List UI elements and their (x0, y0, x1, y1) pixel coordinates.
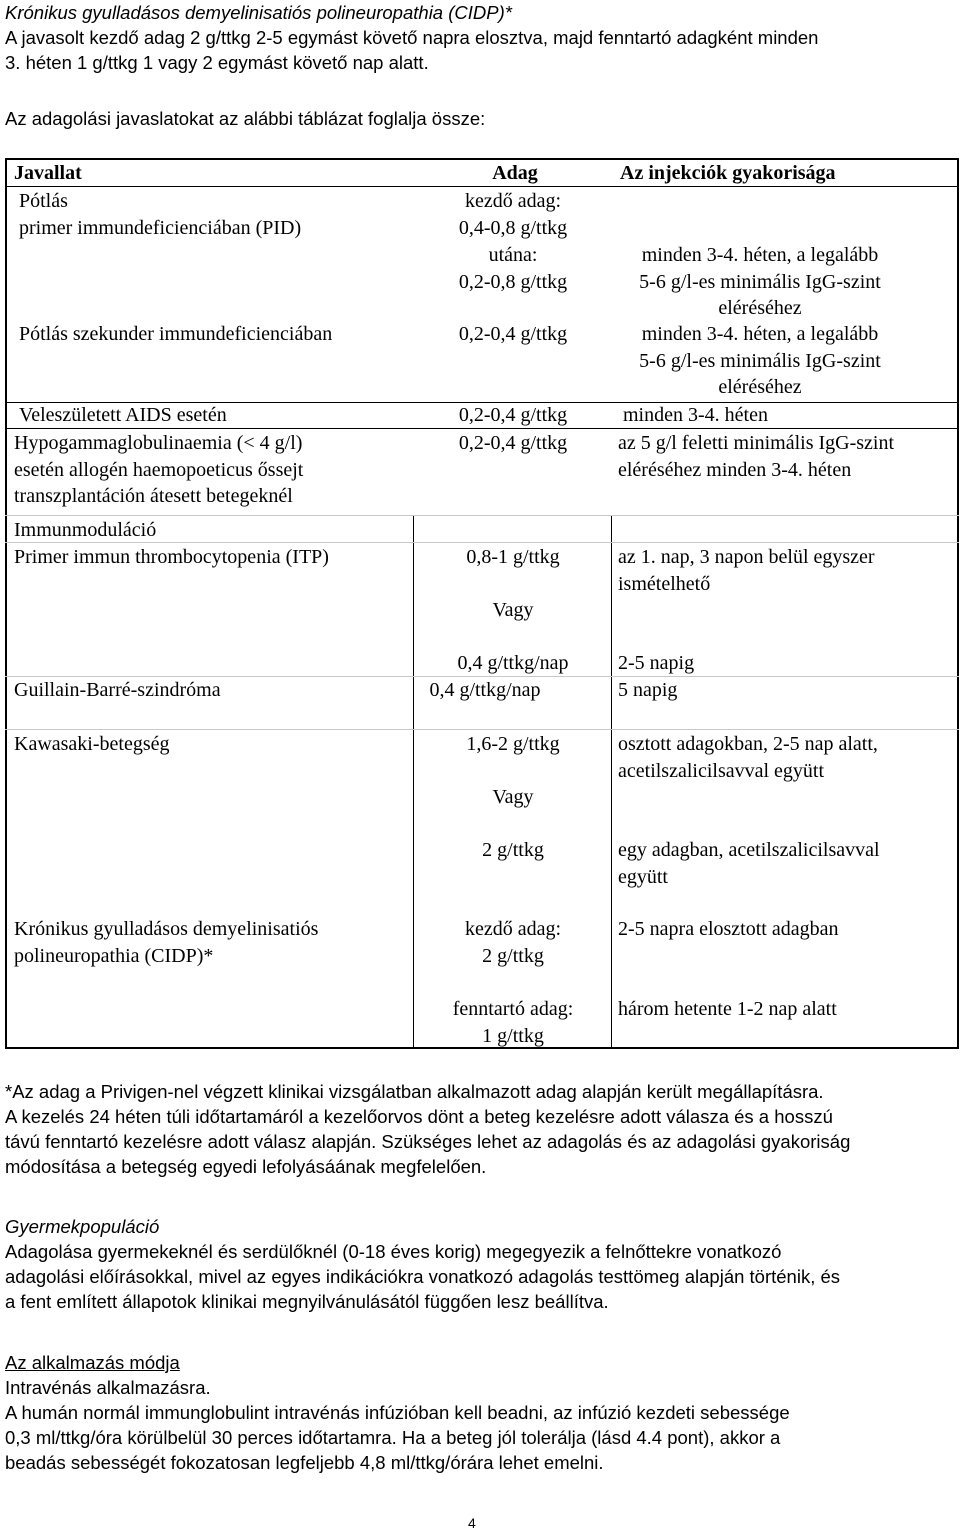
row-cidp-dose-maintenance: fenntartó adag: 1 g/ttkg (452, 998, 574, 1047)
row-aids-frequency: minden 3-4. héten (623, 404, 768, 426)
row-cidp-indication: Krónikus gyulladásos demyelinisatiós polineuropathia (CIDP)* (14, 918, 319, 967)
row-pid-dose-after: utána: 0,2-0,8 g/ttkg (458, 244, 568, 293)
row-itp-frequency-1: az 1. nap, 3 napon belül egyszer ismételhető (618, 546, 875, 595)
row-pid-indication: Pótlás primer immundeficienciában (PID) (19, 190, 302, 239)
footnote-line: A kezelés 24 héten túli időtartamáról a kezelőorvos dönt a beteg kezelésre adott válasza és a hosszú (5, 1106, 833, 1127)
row-cidp-frequency-1: 2-5 napra elosztott adagban (618, 918, 839, 940)
intro-section (5, 0, 955, 75)
administration-section (5, 1350, 955, 1475)
row-gbs-indication: Guillain-Barré-szindróma (14, 679, 221, 701)
pediatric-heading: Gyermekpopuláció (5, 1216, 160, 1237)
intro-line: 3. héten 1 g/ttkg 1 vagy 2 egymást követő nap alatt. (5, 52, 429, 73)
administration-line: Intravénás alkalmazásra. (5, 1377, 211, 1398)
row-cidp-frequency-2: három hetente 1-2 nap alatt (618, 998, 837, 1020)
administration-line: beadás sebességét fokozatosan legfeljebb 4,8 ml/ttkg/órára lehet emelni. (5, 1452, 604, 1473)
header-dose: Adag (492, 162, 538, 184)
row-kawasaki-indication: Kawasaki-betegség (14, 733, 170, 755)
row-itp-dose-2: 0,4 g/ttkg/nap (457, 652, 569, 674)
row-cidp-dose-initial: kezdő adag: 2 g/ttkg (464, 918, 562, 967)
row-itp-indication: Primer immun thrombocytopenia (ITP) (14, 546, 329, 568)
immunomodulation-heading: Immunmoduláció (14, 519, 157, 541)
pediatric-line: adagolási előírásokkal, mivel az egyes indikációkra vonatkozó adagolás testtömeg alapján történik, és (5, 1266, 841, 1287)
row-kawasaki-frequency-1: osztott adagokban, 2-5 nap alatt, acetilszalicilsavval együtt (618, 733, 878, 782)
row-gbs-dose: 0,4 g/ttkg/nap (429, 679, 541, 701)
footnote-line: távú fenntartó kezelésre adott válasz alapján. Szükséges lehet az adagolás és az adagolási gyakoriság (5, 1131, 851, 1152)
table-intro-text: Az adagolási javaslatokat az alábbi táblázat foglalja össze: (5, 108, 486, 129)
row-itp-dose-1: 0,8-1 g/ttkg (466, 546, 560, 568)
row-pid-frequency: minden 3-4. héten, a legalább 5-6 g/l-es minimális IgG-szint eléréséhez (639, 244, 881, 319)
intro-line: A javasolt kezdő adag 2 g/ttkg 2-5 egymást követő napra elosztva, majd fenntartó adagként minden (5, 27, 819, 48)
row-sid-indication: Pótlás szekunder immundeficienciában (19, 323, 333, 345)
administration-line: A humán normál immunglobulint intravénás infúzióban kell beadni, az infúzió kezdeti sebessége (5, 1402, 790, 1423)
pediatric-line: a fent említett állapotok klinikai megnyilvánulásától függően lesz beállítva. (5, 1291, 609, 1312)
header-indication: Javallat (14, 162, 82, 184)
footnote-line: *Az adag a Privigen-nel végzett klinikai vizsgálatban alkalmazott adag alapján került megállapításra. (5, 1081, 824, 1102)
header-frequency: Az injekciók gyakorisága (620, 162, 836, 184)
administration-line: 0,3 ml/ttkg/óra körülbelül 30 perces időtartamra. Ha a beteg jól tolerálja (lásd 4.4 pont), akkor a (5, 1427, 781, 1448)
row-hypogamma-indication: Hypogammaglobulinaemia (< 4 g/l) esetén allogén haemopoeticus őssejt transzplantáción átesett betegeknél (14, 432, 304, 507)
cidp-heading: Krónikus gyulladásos demyelinisatiós polineuropathia (CIDP)* (5, 2, 512, 23)
row-hypogamma-dose: 0,2-0,4 g/ttkg (458, 432, 568, 454)
row-sid-dose: 0,2-0,4 g/ttkg (458, 323, 568, 345)
row-aids-indication: Veleszületett AIDS esetén (19, 404, 227, 426)
administration-heading: Az alkalmazás módja (5, 1352, 180, 1373)
row-kawasaki-dose-2: 2 g/ttkg (482, 839, 544, 861)
row-itp-or: Vagy (492, 599, 534, 621)
row-gbs-frequency: 5 napig (618, 679, 678, 701)
row-itp-frequency-2: 2-5 napig (618, 652, 695, 674)
row-sid-frequency: minden 3-4. héten, a legalább 5-6 g/l-es minimális IgG-szint eléréséhez (639, 323, 881, 398)
pediatric-line: Adagolása gyermekeknél és serdülőknél (0-18 éves korig) megegyezik a felnőttekre vonatkozó (5, 1241, 782, 1262)
footnote (5, 1079, 955, 1179)
row-hypogamma-frequency: az 5 g/l feletti minimális IgG-szint eléréséhez minden 3-4. héten (618, 432, 895, 481)
row-kawasaki-or: Vagy (492, 786, 534, 808)
row-aids-dose: 0,2-0,4 g/ttkg (458, 404, 568, 426)
row-pid-dose-initial: kezdő adag: 0,4-0,8 g/ttkg (458, 190, 568, 239)
row-kawasaki-dose-1: 1,6-2 g/ttkg (466, 733, 560, 755)
pediatric-section (5, 1214, 955, 1314)
footnote-line: módosítása a betegség egyedi lefolyásáának megfelelően. (5, 1156, 487, 1177)
page-number: 4 (468, 1515, 476, 1531)
row-kawasaki-frequency-2: egy adagban, acetilszalicilsavval együtt (618, 839, 880, 888)
